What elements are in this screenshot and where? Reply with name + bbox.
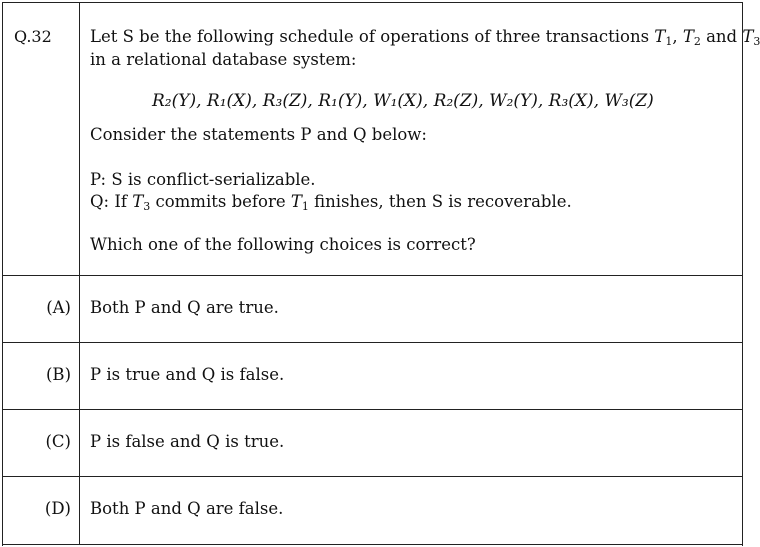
option-letter-cell [3, 410, 80, 476]
option-content [80, 410, 742, 476]
option-letter-cell [3, 276, 80, 342]
option-row-b[interactable] [3, 343, 742, 410]
t3-sub: 3 [753, 35, 760, 48]
option-row-c[interactable] [3, 410, 742, 477]
t2-sub: 2 [693, 35, 701, 48]
schedule-equation: R₂(Y), R₁(X), R₃(Z), R₁(Y), W₁(X), R₂(Z), W₂(Y), R₃(X), W₃(Z) [152, 91, 654, 111]
q-t1-symbol [291, 192, 309, 211]
option-content [80, 343, 742, 409]
question-table [2, 2, 760, 546]
option-text: P is false and Q is true. [90, 432, 285, 451]
q-t1-base: T [290, 192, 302, 211]
question-row [3, 3, 760, 276]
t1-sub: 1 [665, 35, 673, 48]
q-t3-symbol [132, 192, 150, 211]
option-row-d[interactable] [3, 477, 742, 545]
stem-text: Let S be the following schedule of operations of three transactions [90, 27, 650, 46]
and-word: and [706, 27, 738, 46]
t3-symbol [742, 27, 760, 46]
t1-symbol [654, 27, 672, 46]
t2-symbol [683, 27, 701, 46]
q-suffix: finishes, then S is recoverable. [314, 192, 572, 211]
question-number-cell [3, 3, 80, 275]
statement-p: P: S is conflict-serializable. [90, 170, 316, 189]
question-prompt: Which one of the following choices is correct? [90, 235, 476, 254]
option-letter-cell [3, 343, 80, 409]
option-row-a[interactable] [3, 276, 742, 343]
option-text: Both P and Q are false. [90, 499, 284, 518]
option-letter: (C) [45, 432, 71, 451]
q-t3-base: T [132, 192, 144, 211]
question-number: Q.32 [14, 27, 52, 46]
q-prefix: Q: If [90, 192, 127, 211]
comma-1: , [672, 27, 678, 46]
stem-line-2: in a relational database system: [90, 50, 357, 69]
option-content [80, 276, 742, 342]
t3-base: T [742, 27, 754, 46]
option-content [80, 477, 742, 544]
q-t1-sub: 1 [301, 200, 309, 213]
q-t3-sub: 3 [143, 200, 151, 213]
option-text: Both P and Q are true. [90, 298, 279, 317]
t2-base: T [682, 27, 694, 46]
option-letter: (A) [46, 298, 71, 317]
question-content [80, 3, 760, 275]
q-middle: commits before [155, 192, 286, 211]
statement-q [90, 192, 572, 213]
stem-line-1 [90, 27, 760, 48]
consider-line: Consider the statements P and Q below: [90, 125, 427, 144]
option-letter-cell [3, 477, 80, 544]
t1-base: T [654, 27, 666, 46]
option-letter: (B) [46, 365, 71, 384]
option-text: P is true and Q is false. [90, 365, 285, 384]
option-letter: (D) [44, 499, 71, 518]
